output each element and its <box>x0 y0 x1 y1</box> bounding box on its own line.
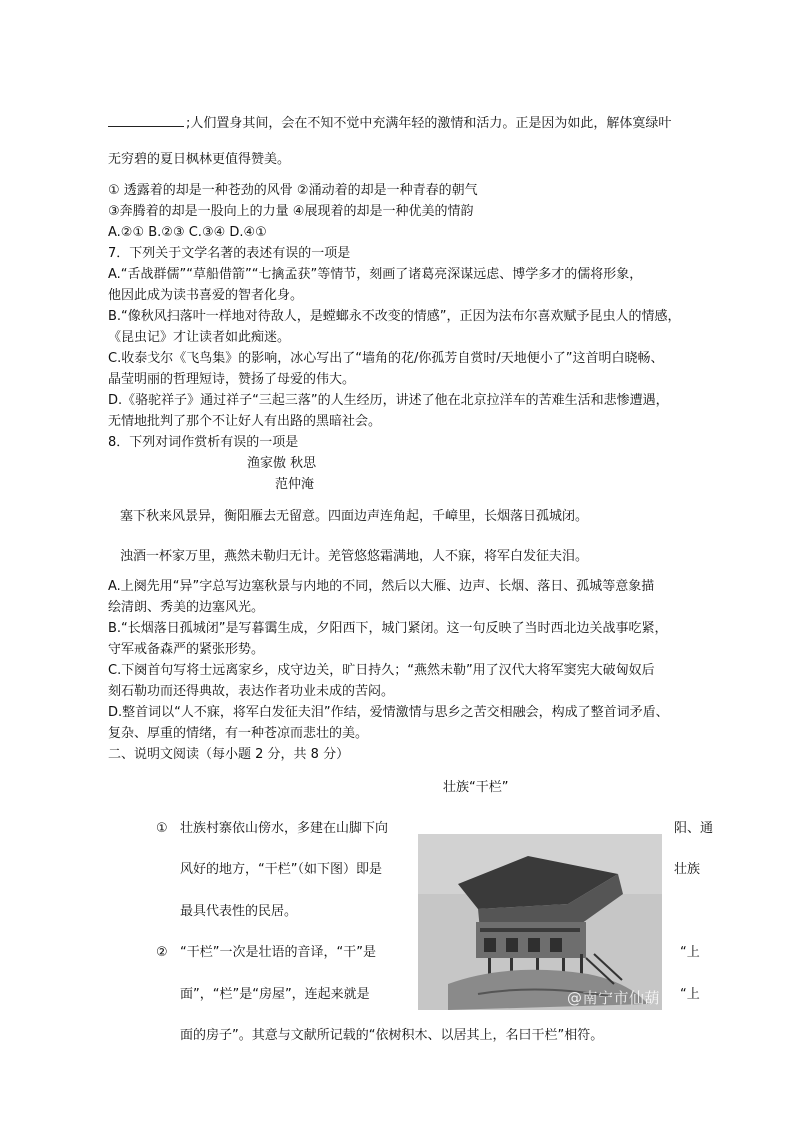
section-2-title: 二、说明文阅读（每小题 2 分，共 8 分） <box>108 747 350 762</box>
q8-option-a-1: A.上阕先用“异”字总写边塞秋景与内地的不同，然后以大雁、边声、长烟、落日、孤城等意象描 <box>108 579 655 594</box>
paragraph-1-number: ① <box>156 821 168 836</box>
paragraph-1-line-2-right: 壮族 <box>674 862 701 877</box>
q7-option-c-1: C.收泰戈尔《飞鸟集》的影响，冰心写出了“墙角的花/你孤芳自赏时/天地便小了”这首明白晓畅、 <box>108 351 664 366</box>
q7-option-a-2: 他因此成为读书喜爱的智者化身。 <box>108 288 304 303</box>
paragraph-1-line-1-right: 阳、通 <box>674 821 714 836</box>
answer-blank[interactable] <box>108 112 184 127</box>
q7-option-d-2: 无情地批判了那个不让好人有出路的黑暗社会。 <box>108 414 382 429</box>
q8-option-b-2: 守军戒备森严的紧张形势。 <box>108 642 265 657</box>
stilt-house-sketch <box>418 834 662 1010</box>
question-8-title: 8．下列对词作赏析有误的一项是 <box>108 435 299 450</box>
poem-line-2: 浊酒一杯家万里，燕然未勒归无计。羌管悠悠霜满地，人不寐，将军白发征夫泪。 <box>120 549 589 564</box>
paragraph-2-line-2-left: 面”，“栏”是“房屋”，连起来就是 <box>180 987 370 1002</box>
q7-option-c-2: 晶莹明丽的哲理短诗，赞扬了母爱的伟大。 <box>108 372 356 387</box>
intro-line-1: ;人们置身其间，会在不知不觉中充满年轻的激情和活力。正是因为如此，解体寞绿叶 <box>108 112 671 133</box>
paragraph-1-line-2-left: 风好的地方，“干栏”（如下图）即是 <box>180 862 382 877</box>
q8-option-d-1: D.整首词以“人不寐，将军白发征夫泪”作结，爱情激情与思乡之苦交相融会，构成了整首词矛盾、 <box>108 705 669 720</box>
q8-option-a-2: 绘清朗、秀美的边塞风光。 <box>108 600 265 615</box>
q8-option-b-1: B.“长烟落日孤城闭”是写暮霭生成，夕阳西下，城门紧闭。这一句反映了当时西北边关战事吃紧， <box>108 621 668 636</box>
paragraph-1-line-3: 最具代表性的民居。 <box>180 904 298 919</box>
options-line-1: ① 透露着的却是一种苍劲的风骨 ②涌动着的却是一种青春的朝气 <box>108 183 478 198</box>
q8-option-c-2: 刻石勒功而还得典故，表达作者功业未成的苦闷。 <box>108 684 395 699</box>
ganlan-house-image <box>418 834 662 1010</box>
question-7-title: 7．下列关于文学名著的表述有误的一项是 <box>108 246 351 261</box>
intro-line-2: 无穷碧的夏日枫林更值得赞美。 <box>108 152 291 167</box>
options-line-2: ③奔腾着的却是一股向上的力量 ④展现着的却是一种优美的情韵 <box>108 204 474 219</box>
paragraph-2-line-1-right: “上 <box>680 945 700 960</box>
poem-title: 渔家傲 秋思 <box>247 456 317 471</box>
paragraph-2-line-1-left: “干栏”一次是壮语的音译，“干”是 <box>180 945 376 960</box>
paragraph-2-line-3: 面的房子”。其意与文献所记载的“依树积木、以居其上，名曰干栏”相符。 <box>180 1028 604 1043</box>
q8-option-c-1: C.下阕首句写将士远离家乡，戍守边关，旷日持久；“燕然未勒”用了汉代大将军窦宪大破匈奴后 <box>108 663 655 678</box>
poem-line-1: 塞下秋来风景异，衡阳雁去无留意。四面边声连角起，千嶂里，长烟落日孤城闭。 <box>120 509 589 524</box>
paragraph-2-number: ② <box>156 945 168 960</box>
paragraph-1-line-1-left: 壮族村寨依山傍水，多建在山脚下向 <box>180 821 389 836</box>
paragraph-2-line-2-right: “上 <box>680 987 700 1002</box>
q7-option-b-1: B.“像秋风扫落叶一样地对待敌人，是螳螂永不改变的情感”，正因为法布尔喜欢赋予昆虫人的情感， <box>108 309 681 324</box>
answer-choices: A.②① B.②③ C.③④ D.④① <box>108 225 267 240</box>
poem-author: 范仲淹 <box>275 477 315 492</box>
q8-option-d-2: 复杂、厚重的情绪，有一种苍凉而悲壮的美。 <box>108 726 369 741</box>
image-watermark: @南宁市仙葫 <box>566 989 660 1007</box>
article-title: 壮族“干栏” <box>443 780 509 795</box>
q7-option-a-1: A.“舌战群儒”“草船借箭”“七擒孟获”等情节，刻画了诸葛亮深谋远虑、博学多才的儒将形象， <box>108 267 643 282</box>
q7-option-d-1: D.《骆驼祥子》通过祥子“三起三落”的人生经历，讲述了他在北京拉洋车的苦难生活和悲惨遭遇， <box>108 393 669 408</box>
q7-option-b-2: 《昆虫记》才让读者如此痴迷。 <box>108 330 291 345</box>
